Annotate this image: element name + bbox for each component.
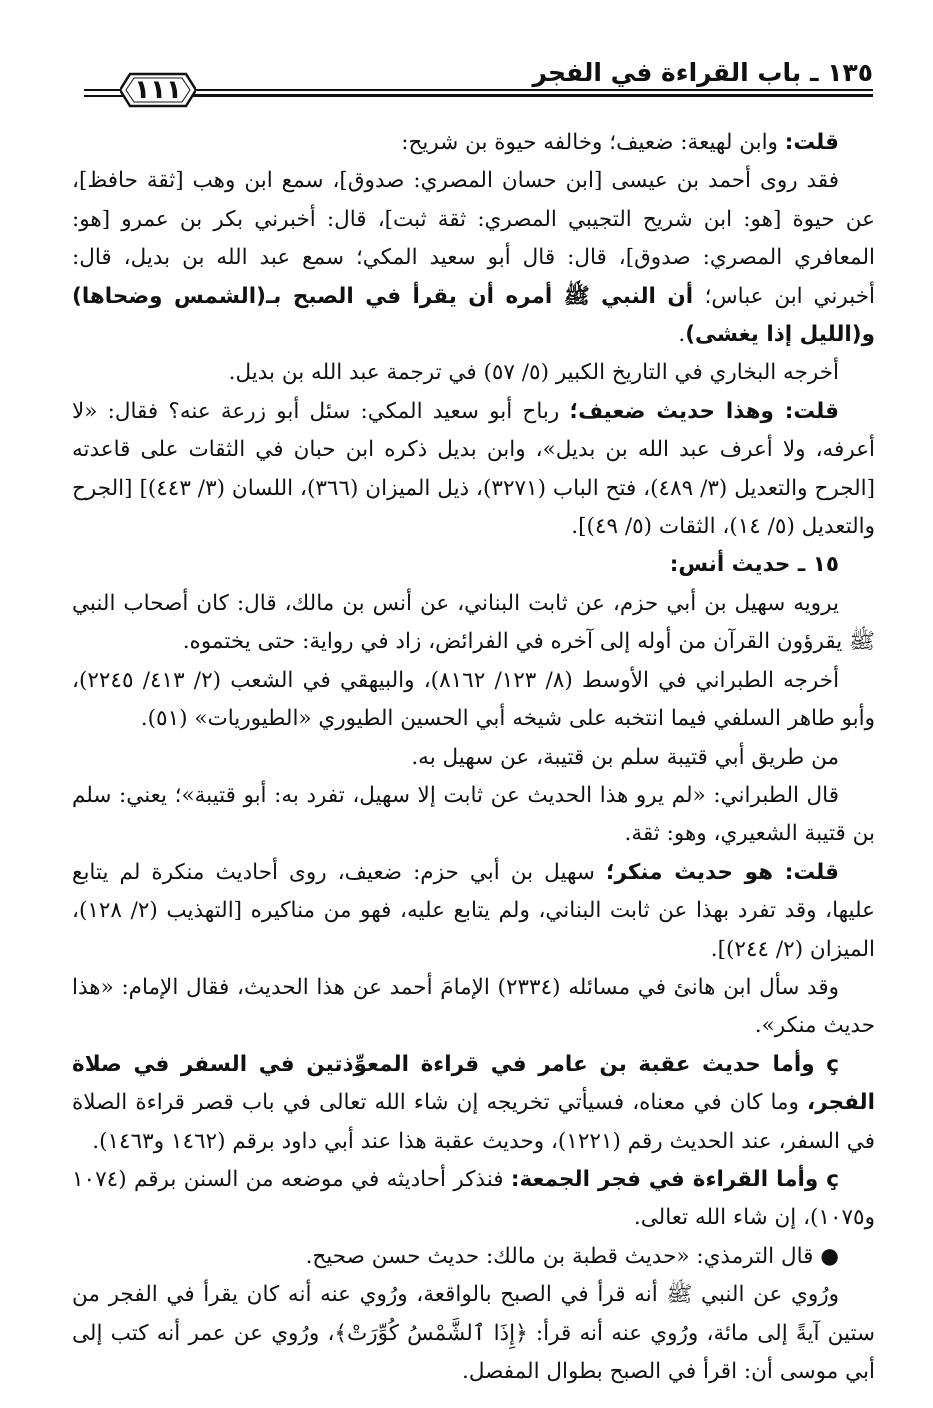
paragraph (72, 1238, 875, 1276)
paragraph-text: ورُوي عن النبي ﷺ أنه قرأ في الصبح بالواقعة، ورُوي عنه أنه كان يقرأ في الفجر من ستين آيةً إلى مائة، ورُوي عنه أنه قرأ: ﴿إِذَا ٱلشَّمْسُ كُوِّرَتْ﴾، ورُوي عن عمر أنه كتب إلى أبي موسى أن: اقرأ في الصبح بطوال المفصل. (72, 1282, 875, 1384)
header-rule (180, 89, 873, 91)
paragraph (72, 393, 875, 547)
paragraph-text: سهيل بن أبي حزم: ضعيف، روى أحاديث منكرة لم يتابع عليها، وقد تفرد بهذا عن ثابت البناني، ولم يتابع عليه، فهو من مناكيره [التهذيب (٢/ ١٢٨)، الميزان (٢/ ٢٤٤)]. (72, 859, 875, 962)
page-number-frame (120, 70, 196, 110)
paragraph-text: فنذكر أحاديثه في موضعه من السنن برقم (١٠٧٤ و١٠٧٥)، إن شاء الله تعالى. (72, 1166, 875, 1231)
paragraph-end: . (678, 322, 686, 348)
heading-text: ١٥ ـ حديث أنس: (669, 552, 839, 578)
paragraph-text: فقد روى أحمد بن عيسى [ابن حسان المصري: صدوق]، سمع ابن وهب [ثقة حافظ]، عن حيوة [هو: ابن شريح التجيبي المصري: ثقة ثبت]، قال: أخبرني بكر بن عمرو [هو: المعافري المصري: صدوق]، قال: قال أبو سعيد المكي؛ سمع عبد الله بن بديل، قال: أخبرني ابن عباس؛ (72, 168, 875, 309)
bullet-icon: ● (820, 1243, 839, 1269)
paragraph (72, 777, 875, 854)
paragraph-text: وما كان في معناه، فسيأتي تخريجه إن شاء الله تعالى في باب قصر قراءة الصلاة في السفر، عند الحديث رقم (١٢٢١)، وحديث عقبة هذا عند أبي داود برقم (١٤٦٢ و١٤٦٣). (72, 1090, 875, 1154)
body-text (72, 124, 875, 1391)
paragraph-text: أخرجه البخاري في التاريخ الكبير (٥/ ٥٧) في ترجمة عبد الله بن بديل. (228, 360, 839, 386)
note-label: قلت: وهذا حديث ضعيف؛ (569, 398, 840, 424)
header-left-line (84, 95, 124, 97)
paragraph (72, 969, 875, 1046)
paragraph (72, 1276, 875, 1391)
note-label: قلت: هو حديث منكر؛ (605, 859, 839, 885)
section-heading (72, 546, 875, 584)
paragraph (72, 739, 875, 777)
topic-heading: وأما القراءة في فجر الجمعة: (510, 1166, 827, 1192)
paragraph (72, 124, 875, 162)
paragraph-text: أخرجه الطبراني في الأوسط (٨/ ١٢٣/ ٨١٦٢)، والبيهقي في الشعب (٢/ ٤١٣/ ٢٢٤٥)، وأبو طاهر السلفي فيما انتخبه على شيخه أبي الحسين الطيوري «الطيوريات» (٥١). (72, 667, 875, 732)
hadith-text: أن النبي ﷺ أمره أن يقرأ في الصبح بـ(الشمس وضحاها) و(الليل إذا يغشى) (72, 283, 875, 348)
paragraph (72, 1046, 875, 1161)
paragraph-text: وابن لهيعة: ضعيف؛ وخالفه حيوة بن شريح: (401, 130, 785, 155)
paragraph-text: وقد سأل ابن هانئ في مسائله (٢٣٣٤) الإمامَ أحمد عن هذا الحديث، فقال الإمام: «هذا حديث منكر». (72, 974, 875, 1039)
chapter-title: ١٣٥ ـ باب القراءة في الفجر (532, 58, 873, 87)
header-left-line (84, 89, 124, 91)
topic-heading: وأما حديث عقبة بن عامر في قراءة المعوِّذتين في السفر في صلاة الفجر، (72, 1051, 875, 1116)
paragraph-text: من طريق أبي قتيبة سلم بن قتيبة، عن سهيل به. (411, 744, 839, 770)
paragraph (72, 354, 875, 392)
paragraph-text: يرويه سهيل بن أبي حزم، عن ثابت البناني، عن أنس بن مالك، قال: كان أصحاب النبي ﷺ يقرؤون القرآن من أوله إلى آخره في الفرائض، زاد في رواية: حتى يختموه. (72, 590, 875, 655)
paragraph (72, 854, 875, 969)
paragraph-text: قال الطبراني: «لم يرو هذا الحديث عن ثابت إلا سهيل، تفرد به: أبو قتيبة»؛ يعني: سلم بن قتيبة الشعيري، وهو: ثقة. (72, 782, 875, 847)
paragraph-text: قال الترمذي: «حديث قطبة بن مالك: حديث حسن صحيح. (305, 1243, 821, 1269)
paragraph (72, 1161, 875, 1238)
paragraph (72, 662, 875, 739)
page-number: ١١١ (134, 75, 182, 105)
paragraph-text: رباح أبو سعيد المكي: سئل أبو زرعة عنه؟ فقال: «لا أعرفه، ولا أعرف عبد الله بن بديل»، وابن بديل ذكره ابن حبان في الثقات على قاعدته [الجرح والتعديل (٣/ ٤٨٩)، فتح الباب (٣٢٧١)، ذيل الميزان (٣٦٦)، اللسان (٣/ ٤٤٣)] [الجرح والتعديل (٥/ ١٤)، الثقات (٥/ ٤٩)]. (72, 398, 875, 540)
paragraph (72, 585, 875, 662)
section-mark-icon: ç (826, 1166, 839, 1192)
note-label: قلت: (784, 130, 839, 155)
page-header (84, 48, 873, 118)
header-rule-thick (180, 94, 873, 97)
paragraph (72, 162, 875, 354)
section-mark-icon: ç (826, 1051, 839, 1077)
